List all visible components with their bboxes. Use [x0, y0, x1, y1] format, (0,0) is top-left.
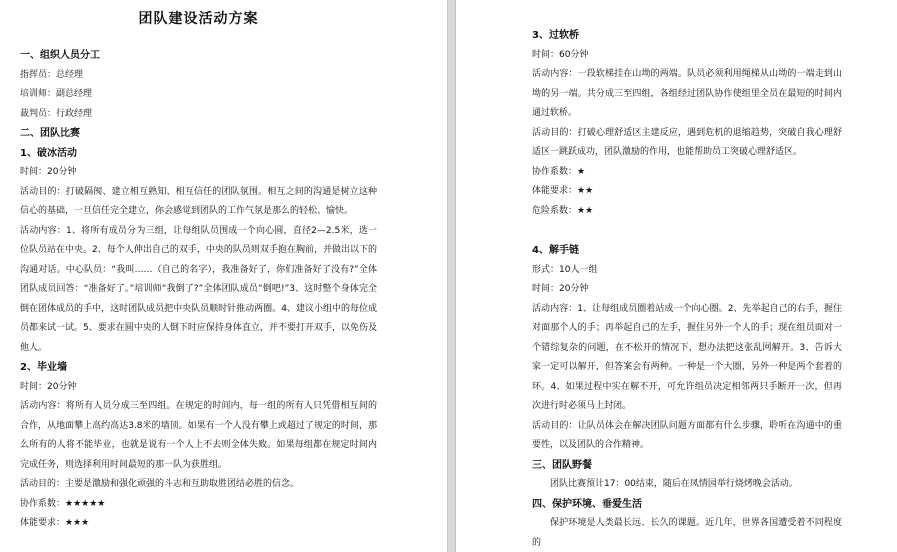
untangle-chain-content: 活动内容：1、让每组成员圈着站成一个向心圈。2、先举起自己的右手，握住对面那个人的手；再举起自己的左手，握住另外一个人的手；现在组员面对一个错综复杂的问题，在不松开的情况下，想办法把这张乱网解开。3、告诉大家一定可以解开，但答案会有两种。一种是一个大圈，另外一种是两个套着的环。4、如果过程中实在解不开，可允许组员决定相邻两只手断开一次，但再次进行时必须马上封闭。	[532, 303, 842, 411]
physical-label: 体能要求：	[20, 518, 66, 528]
environment-text: 保护环境是人类最长远、长久的课题。近几年，世界各国遭受着不同程度的	[532, 518, 842, 548]
icebreaker-purpose: 活动目的：打破隔阂、建立相互熟知、相互信任的团队氛围。相互之间的沟通是树立这种信心的基础，一旦信任完全建立，你会感觉到团队的工作气氛是那么的轻松、愉快。	[20, 186, 377, 216]
danger-stars: ★★	[577, 205, 594, 216]
cooperation-label: 协作系数：	[532, 166, 578, 177]
document-page-left	[0, 0, 447, 552]
document-page-right	[456, 0, 897, 552]
cooperation-stars: ★	[577, 166, 586, 177]
role-commander: 指挥员：总经理	[20, 69, 84, 80]
soft-bridge-time: 时间：60分钟	[532, 49, 589, 60]
section-heading-team-games: 二、团队比赛	[20, 128, 80, 139]
game-heading-untangle-chain: 4、解手链	[532, 245, 579, 256]
game-heading-graduation-wall: 2、毕业墙	[20, 362, 67, 373]
section-heading-team-picnic: 三、团队野餐	[532, 459, 592, 471]
soft-bridge-physical-rating	[532, 182, 842, 202]
icebreaker-time: 时间：20分钟	[20, 167, 77, 177]
section-heading-organization: 一、组织人员分工	[20, 50, 100, 61]
document-title: 团队建设活动方案	[138, 11, 259, 27]
graduation-wall-purpose: 活动目的：主要是激励和强化顽强的斗志和互助取胜团结必胜的信念。	[20, 479, 300, 489]
graduation-wall-time: 时间：20分钟	[20, 381, 77, 392]
untangle-chain-time: 时间：20分钟	[532, 284, 589, 294]
section-heading-environment: 四、保护环境、垂爱生活	[532, 498, 642, 510]
graduation-wall-content: 活动内容：将所有人员分成三至四组。在规定的时间内，每一组的所有人只凭借相互间的合作，从地面攀上高约高达3.8米的墙顶。如果有一个人没有攀上或超过了规定的时间，那么所有的人将不能毕业，也就是说有一个人上不去则全体失败。如果每组都在规定时间内完成任务，则选择利用时间最短的那一队为获胜组。	[20, 401, 377, 470]
page-left-content	[20, 0, 377, 534]
soft-bridge-content: 活动内容：一段软梯挂在山坳的两端。队员必须利用绳梯从山坳的一端走到山坳的另一端。共分成三至四组，各组经过团队协作使组里全员在最短的时间内通过软桥。	[532, 69, 842, 118]
soft-bridge-cooperation-rating	[532, 163, 842, 183]
role-referee: 裁判员：行政经理	[20, 108, 93, 119]
icebreaker-content: 活动内容：1、将所有成员分为三组，让每组队员围成一个向心圆，直径2—2.5米，选一位队员站在中央。2、每个人伸出自己的双手，中央的队员则双手抱在胸前，并做出以下的沟通对话。中心队员：“我叫……（自己的名字），我准备好了，你们准备好了没有?”全体团队成员回答：“准备好了。”培训师“我倒了?”全体团队成员“倒吧!”3、这时整个身体完全倒在团体成员的手中，这时团队成员把中央队员顺时针推动两圈。4、建议小组中的每位成员都来试一试。5、要求在圆中央的人倒下时应保持身体直立，并不要打开双手，以免伤及他人。	[20, 225, 377, 353]
physical-label: 体能要求：	[532, 186, 578, 196]
physical-stars: ★★★	[65, 518, 90, 528]
physical-stars: ★★	[577, 186, 594, 196]
cooperation-label: 协作系数：	[20, 498, 66, 509]
soft-bridge-danger-rating	[532, 202, 842, 222]
graduation-wall-physical-rating	[20, 514, 377, 534]
game-heading-soft-bridge: 3、过软桥	[532, 30, 579, 41]
graduation-wall-cooperation-rating	[20, 495, 377, 515]
untangle-chain-purpose: 活动目的：让队员体会在解决团队问题方面都有什么步骤，聆听在沟通中的重要性，以及团队的合作精神。	[532, 420, 842, 450]
page-gutter	[447, 0, 456, 552]
game-heading-icebreaker: 1、破冰活动	[20, 147, 77, 159]
danger-label: 危险系数：	[532, 205, 578, 216]
role-trainer: 培训师：副总经理	[20, 89, 93, 99]
untangle-chain-form: 形式：10人一组	[532, 264, 598, 275]
cooperation-stars: ★★★★★	[65, 498, 106, 509]
soft-bridge-purpose: 活动目的：打破心理舒适区主建反应，遇到危机的退缩趋势，突破自我心理舒适区一跳跃成功，团队激励的作用，也能帮助员工突破心理舒适区。	[532, 127, 842, 157]
page-right-content	[532, 0, 842, 552]
team-picnic-text: 团队比赛预计17：00结束，随后在凤情园举行烧烤晚会活动。	[550, 479, 798, 489]
